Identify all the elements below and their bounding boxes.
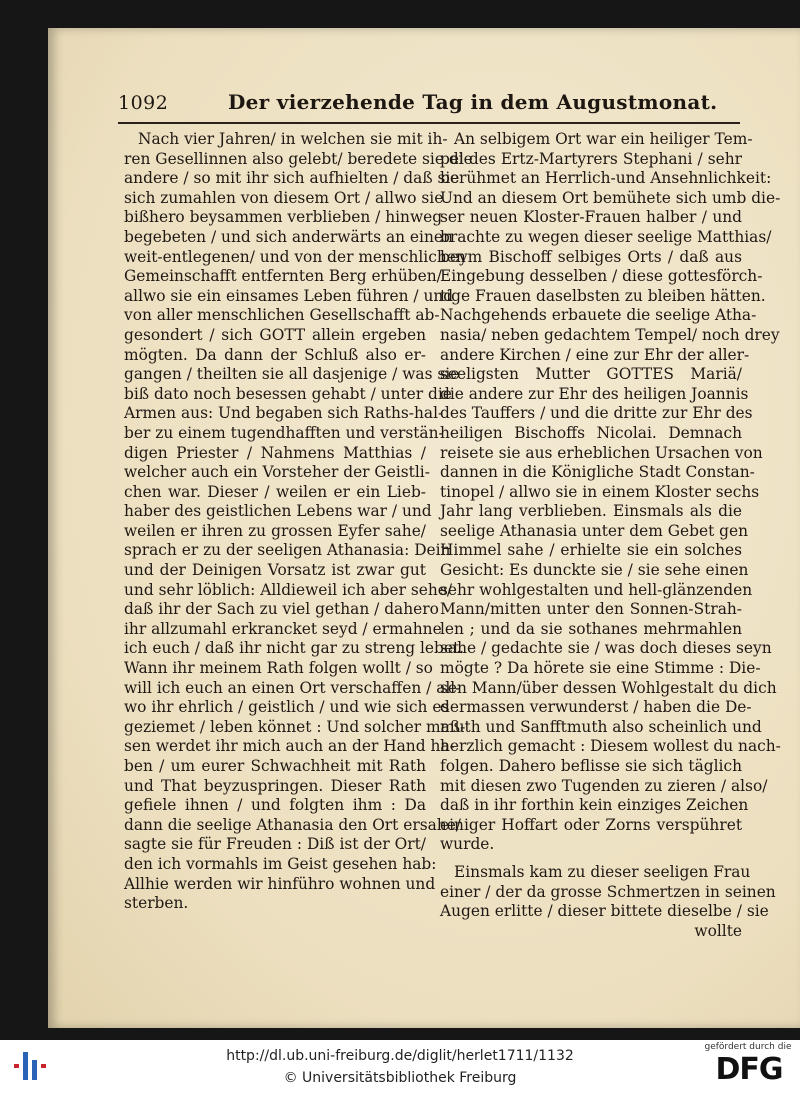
text-line: ser neuen Kloster-Frauen halber / und	[440, 208, 742, 227]
text-line: Armen aus: Und begaben sich Raths-hal-	[124, 404, 444, 423]
text-line: len ; und da sie sothanes mehrmahlen	[440, 619, 742, 638]
text-line: andere Kirchen / eine zur Ehr der aller-	[440, 345, 750, 364]
text-line: sehr wohlgestalten und hell-glänzenden	[440, 580, 753, 599]
text-line: Gesicht: Es dunckte sie / sie sehe einen	[440, 561, 749, 580]
header-rule	[118, 122, 740, 124]
text-line: von aller menschlichen Gesellschafft ab-	[124, 306, 440, 325]
text-line: Mann/mitten unter den Sonnen-Strah-	[440, 600, 742, 619]
text-line: folgen. Dahero beflisse sie sich täglich	[440, 757, 742, 775]
dfg-logo-text: DFG	[715, 1052, 783, 1087]
text-line: Allhie werden wir hinführo wohnen und	[124, 874, 436, 893]
text-line: reisete sie aus erheblichen Ursachen von	[440, 443, 763, 462]
text-line: mögten. Da dann der Schluß also er-	[124, 345, 426, 364]
text-line: des Tauffers / und die dritte zur Ehr des	[440, 404, 753, 423]
page-number: 1092	[118, 92, 169, 114]
text-line: muth und Sanfftmuth also scheinlich und	[440, 717, 762, 736]
text-line: Und an diesem Ort bemühete sich umb die-	[440, 188, 781, 207]
text-line: tinopel / allwo sie in einem Kloster sechs	[440, 482, 760, 501]
text-line: Nachgehends erbauete die seelige Atha-	[440, 306, 757, 325]
text-line: nasia/ neben gedachtem Tempel/ noch drey	[440, 325, 780, 344]
text-line: Einsmals kam zu dieser seeligen Frau	[454, 862, 751, 881]
text-line: biß dato noch besessen gehabt / unter die	[124, 384, 452, 403]
text-line: berühmet an Herrlich-und Ansehnlichkeit:	[440, 169, 772, 188]
text-line: sich zumahlen von diesem Ort / allwo sie	[124, 188, 444, 207]
text-line: sen werdet ihr mich auch an der Hand ha-	[124, 737, 455, 756]
text-line: seelige Athanasia unter dem Gebet gen	[440, 521, 749, 540]
dfg-logo	[700, 1042, 796, 1090]
text-line: mögte ? Da hörete sie eine Stimme : Die-	[440, 659, 761, 678]
text-line: herzlich gemacht : Diesem wollest du nach-	[440, 737, 781, 756]
running-title: Der vierzehende Tag in dem Augustmonat.	[228, 90, 718, 114]
text-line: gefiele ihnen / und folgten ihm : Da	[124, 796, 426, 815]
text-line: Augen erlitte / dieser bittete dieselbe / sie	[440, 902, 769, 921]
text-line: Jahr lang verblieben. Einsmals als die	[440, 502, 742, 521]
text-line: haber des geistlichen Lebens war / und	[124, 502, 432, 521]
text-line: will ich euch an einen Ort verschaffen / all-	[124, 678, 461, 697]
text-line: sahe / gedachte sie / was doch dieses seyn	[440, 639, 772, 658]
text-line: und That beyzuspringen. Dieser Rath	[124, 776, 426, 795]
text-line: Eingebung desselben / diese gottesförch-	[440, 267, 763, 286]
text-line: sen Mann/über dessen Wohlgestalt du dich	[440, 678, 777, 697]
text-line: geziemet / leben könnet : Und solcher maß-	[124, 717, 466, 736]
text-line: den ich vormahls im Geist gesehen hab:	[124, 854, 437, 873]
text-line: und sehr löblich: Alldieweil ich aber sehe/	[124, 580, 453, 599]
text-line: weit-entlegenen/ und von der menschlichen	[124, 247, 466, 266]
text-line: einiger Hoffart oder Zorns verspühret	[440, 815, 742, 834]
text-line: sagte sie für Freuden : Diß ist der Ort/	[124, 835, 426, 854]
text-line: begebeten / und sich anderwärts an einen	[124, 227, 453, 246]
text-line: wurde.	[440, 835, 495, 854]
text-line: ber zu einem tugendhafften und verstän-	[124, 423, 444, 442]
text-line: tige Frauen daselbsten zu bleiben hätten.	[440, 286, 766, 305]
text-line: Nach vier Jahren/ in welchen sie mit ih-	[138, 130, 448, 148]
text-line: dannen in die Königliche Stadt Constan-	[440, 463, 755, 482]
text-line: brachte zu wegen dieser seelige Matthias/	[440, 227, 772, 246]
text-line: ich euch / daß ihr nicht gar zu streng lebet.	[124, 639, 465, 658]
text-line: pel des Ertz-Martyrers Stephani / sehr	[440, 149, 742, 168]
text-line: gangen / theilten sie all dasjenige / was sie	[124, 365, 460, 384]
right-text-column	[440, 130, 781, 941]
text-line: seeligsten Mutter GOTTES Mariä/	[440, 365, 742, 384]
text-line: sprach er zu der seeligen Athanasia: Dein	[124, 541, 451, 560]
text-line: Gemeinschafft entfernten Berg erhüben/	[124, 267, 442, 286]
text-line: daß in ihr forthin kein einziges Zeichen	[440, 796, 749, 815]
text-line: andere / so mit ihr sich aufhielten / daß sie	[124, 169, 460, 188]
page-header	[118, 88, 742, 122]
text-line: ren Gesellinnen also gelebt/ beredete sie die	[124, 149, 473, 168]
text-line: weilen er ihren zu grossen Eyfer sahe/	[124, 521, 426, 540]
copyright-notice: © Universitätsbibliothek Freiburg	[283, 1070, 517, 1086]
text-line: Wann ihr meinem Rath folgen wollt / so	[124, 659, 433, 678]
catchword: wollte	[694, 921, 742, 940]
text-line: gesondert / sich GOTT allein ergeben	[124, 325, 426, 344]
text-line: Himmel sahe / erhielte sie ein solches	[440, 541, 742, 560]
text-line: beym Bischoff selbiges Orts / daß aus	[440, 247, 742, 266]
text-line: dermassen verwunderst / haben die De-	[440, 698, 752, 717]
text-line: digen Priester / Nahmens Matthias /	[124, 443, 426, 462]
text-line: wo ihr ehrlich / geistlich / und wie sich es	[124, 698, 450, 717]
text-line: bißhero beysammen verblieben / hinweg	[124, 208, 443, 227]
text-line: die andere zur Ehr des heiligen Joannis	[440, 384, 749, 403]
text-line: heiligen Bischoffs Nicolai. Demnach	[440, 423, 742, 442]
text-line: dann die seelige Athanasia den Ort ersahe/	[124, 815, 461, 834]
permalink-url[interactable]: http://dl.ub.uni-freiburg.de/diglit/herlet1711/1132	[226, 1048, 574, 1064]
text-line: welcher auch ein Vorsteher der Geistli-	[124, 463, 430, 482]
text-line: sterben.	[124, 894, 189, 913]
text-line: ben / um eurer Schwachheit mit Rath	[124, 757, 426, 775]
text-line: und der Deinigen Vorsatz ist zwar gut	[124, 561, 426, 580]
text-line: chen war. Dieser / weilen er ein Lieb-	[124, 482, 426, 501]
text-line: einer / der da grosse Schmertzen in seinen	[440, 882, 776, 901]
text-line: daß ihr der Sach zu viel gethan / dahero	[124, 600, 439, 619]
text-line: mit diesen zwo Tugenden zu zieren / also/	[440, 776, 768, 795]
dfg-caption: gefördert durch die	[704, 1042, 792, 1052]
text-line: An selbigem Ort war ein heiliger Tem-	[454, 130, 753, 148]
text-line: ihr allzumahl erkrancket seyd / ermahne	[124, 619, 442, 638]
viewer-footer	[0, 1040, 800, 1093]
text-line: allwo sie ein einsames Leben führen / und	[124, 286, 454, 305]
paragraph-gap	[440, 855, 742, 863]
